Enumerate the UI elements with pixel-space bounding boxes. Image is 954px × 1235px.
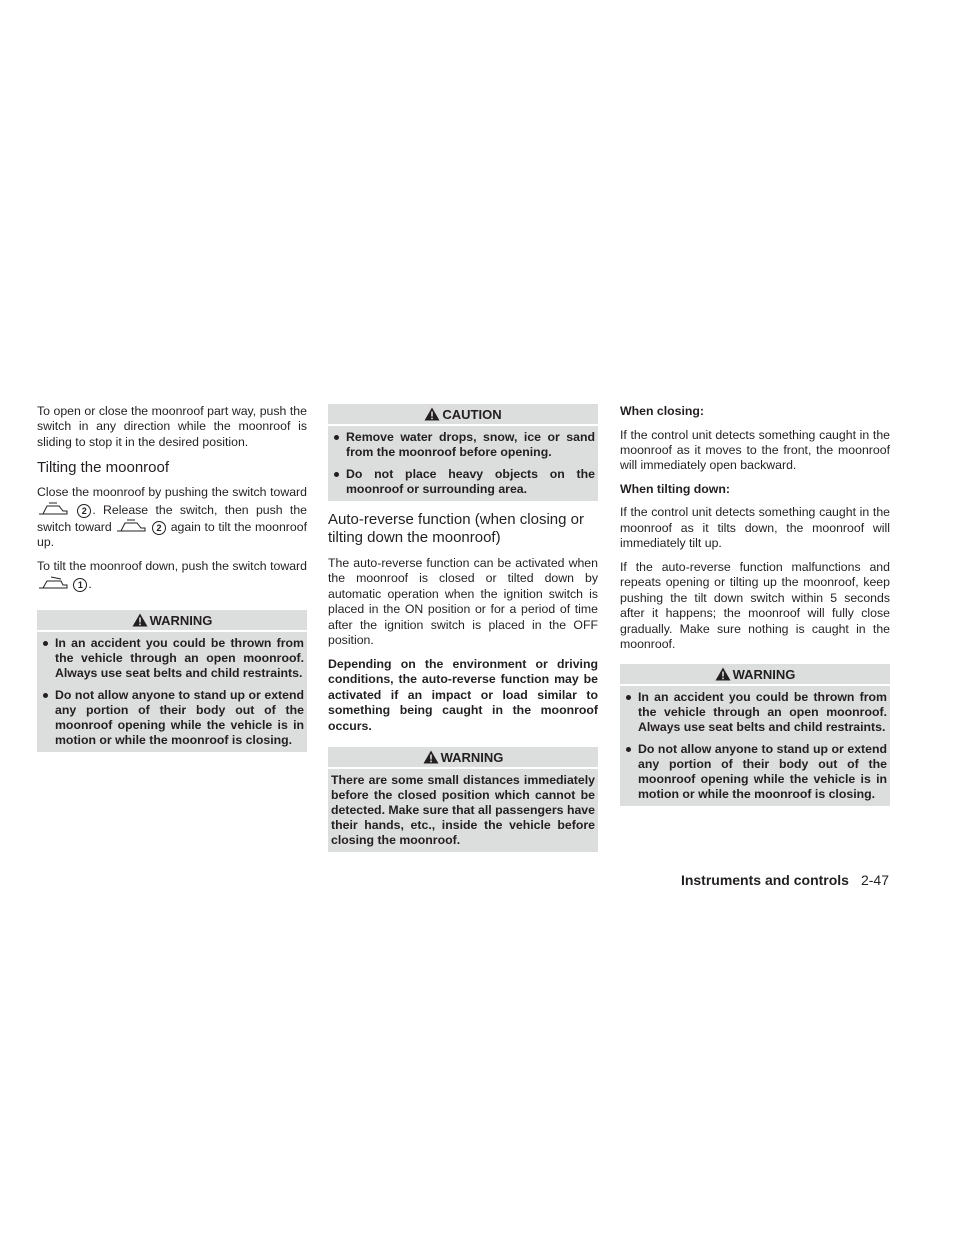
warning-triangle-icon — [132, 613, 148, 627]
when-closing-heading: When closing: — [620, 404, 705, 418]
warning-triangle-icon — [715, 667, 731, 681]
list-item: Do not allow anyone to stand up or extend any portion of their body out of the moonroof opening while the vehicle is in motion or while the moonroof is closing. — [623, 742, 887, 802]
warning-title: WARNING — [732, 667, 796, 683]
warning-box — [620, 664, 890, 806]
moonroof-close-switch-icon — [37, 501, 69, 517]
moonroof-tilt-down-switch-icon — [37, 575, 69, 591]
column-3 — [620, 401, 890, 806]
warning-list — [623, 690, 887, 802]
warning-body: There are some small distances immediately before the closed position which cannot be detected. Make sure that all passengers have their hands, etc., inside the vehicle before closing the moonroof. — [331, 772, 595, 847]
section-title: Instruments and controls — [680, 872, 849, 888]
warning-triangle-icon — [423, 750, 439, 764]
when-closing-paragraph: If the control unit detects something caught in the moonroof as it moves to the front, the moonroof will immediately open backward. — [620, 427, 890, 473]
intro-paragraph: To open or close the moonroof part way, push the switch in any direction while the moonroof is sliding to stop it in the desired position. — [37, 404, 307, 449]
when-tilting-down-heading: When tilting down: — [620, 481, 730, 496]
list-item: Do not place heavy objects on the moonroof or surrounding area. — [331, 467, 595, 497]
when-tilting-down-paragraph: If the control unit detects something caught in the moonroof as it tilts down, the moonroof will immediately tilt up. — [620, 505, 890, 551]
auto-reverse-heading: Auto-reverse function (when closing or tilting down the moonroof) — [328, 511, 584, 546]
page-footer — [560, 871, 889, 889]
warning-title: WARNING — [440, 749, 504, 765]
tilt-paragraph-1 — [37, 485, 307, 551]
tilt-p1-text-a: Close the moonroof by pushing the switch toward — [37, 485, 307, 500]
auto-reverse-paragraph-1: The auto-reverse function can be activated when the moonroof is closed or tilted down by automatic operation when the ignition switch is placed in the ON position or for a period of time after the ignition switch is placed in the OFF position. — [328, 556, 598, 648]
caution-header — [328, 404, 598, 426]
caution-box — [328, 404, 598, 501]
page-number: 2-47 — [860, 872, 889, 888]
list-item: In an accident you could be thrown from the vehicle through an open moonroof. Always use seat belts and child restraints. — [623, 690, 887, 735]
tilt-p1-text-b: . Release the switch, then push the switch toward — [37, 502, 308, 535]
warning-header — [37, 610, 307, 632]
moonroof-close-switch-icon — [115, 518, 147, 534]
warning-box — [37, 610, 307, 752]
tilting-heading: Tilting the moonroof — [37, 459, 170, 477]
malfunction-paragraph: If the auto-reverse function malfunctions and repeats opening or tilting up the moonroof, keep pushing the tilt down switch within 5 seconds after it happens; the moonroof will fully close gradually. Make sure nothing is caught in the moonroof. — [620, 559, 890, 651]
auto-reverse-paragraph-2: Depending on the environment or driving conditions, the auto-reverse function may be activated if an impact or load similar to something being caught in the moonroof occurs. — [328, 656, 598, 733]
column-2 — [328, 401, 598, 852]
list-item: Remove water drops, snow, ice or sand from the moonroof before opening. — [331, 430, 595, 460]
tilt-p2-text-a: To tilt the moonroof down, push the switch toward — [37, 559, 307, 574]
list-item: Do not allow anyone to stand up or extend any portion of their body out of the moonroof opening while the vehicle is in motion or while the moonroof is closing. — [40, 688, 304, 748]
warning-triangle-icon — [424, 407, 440, 421]
step-number-2: 2 — [152, 521, 166, 535]
warning-list — [40, 636, 304, 748]
caution-title: CAUTION — [442, 407, 502, 422]
step-number-1: 1 — [73, 578, 87, 592]
tilt-p2-text-b: . — [88, 576, 92, 591]
warning-header — [328, 747, 598, 769]
tilt-paragraph-2 — [37, 559, 307, 592]
step-number-2: 2 — [77, 504, 91, 518]
tilt-p1-text-c: again to tilt the moonroof up. — [37, 520, 307, 550]
warning-header — [620, 664, 890, 686]
warning-title: WARNING — [149, 613, 213, 629]
warning-box — [328, 747, 598, 852]
caution-list — [331, 430, 595, 497]
list-item: In an accident you could be thrown from the vehicle through an open moonroof. Always use seat belts and child restraints. — [40, 636, 304, 681]
column-1 — [37, 401, 307, 752]
